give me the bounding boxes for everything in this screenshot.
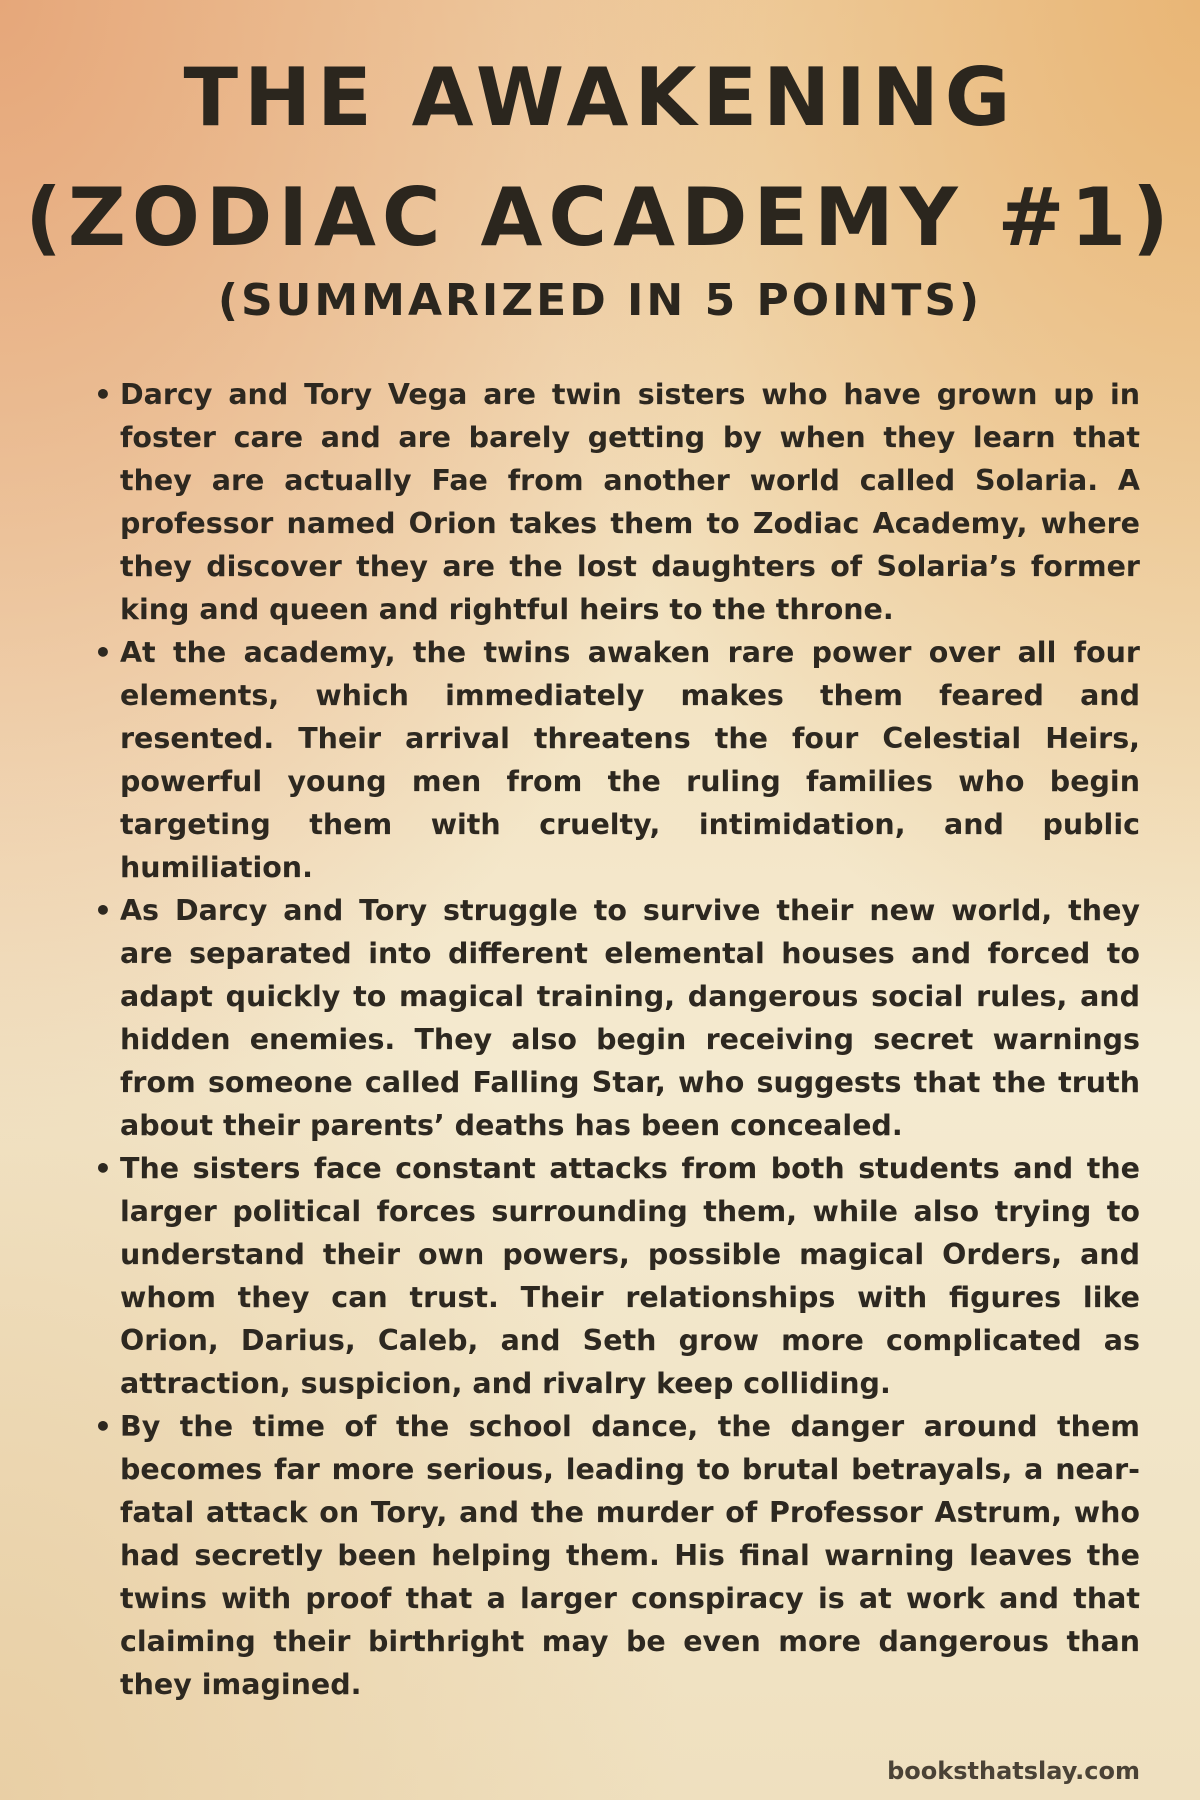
bullet-icon: • bbox=[94, 636, 112, 669]
subtitle: (SUMMARIZED IN 5 POINTS) bbox=[217, 275, 983, 326]
point-text: At the academy, the twins awaken rare power over all four elements, which immediately makes them feared and resented. Their arrival threatens the four Celestial Heirs, powerful young men from the ruling families who begin targeting them with cruelty, intimidation, and public humiliation. bbox=[120, 636, 1140, 884]
bullet-icon: • bbox=[94, 894, 112, 927]
summary-point bbox=[94, 373, 1140, 631]
summary-point bbox=[94, 1147, 1140, 1405]
summary-point bbox=[94, 1405, 1140, 1706]
summary-point bbox=[94, 631, 1140, 889]
point-text: As Darcy and Tory struggle to survive their new world, they are separated into different elemental houses and forced to adapt quickly to magical training, dangerous social rules, and hidden enemies. They also begin receiving secret warnings from someone called Falling Star, who suggests that the truth about their parents’ deaths has been concealed. bbox=[120, 894, 1140, 1142]
summary-points bbox=[94, 373, 1140, 1706]
bullet-icon: • bbox=[94, 378, 112, 411]
title-line-2: (ZODIAC ACADEMY #1) bbox=[25, 171, 1175, 264]
point-text: Darcy and Tory Vega are twin sisters who have grown up in foster care and are barely getting by when they learn that they are actually Fae from another world called Solaria. A professor named Orion takes them to Zodiac Academy, where they discover they are the lost daughters of Solaria’s former king and queen and rightful heirs to the throne. bbox=[120, 378, 1140, 626]
summary-point bbox=[94, 889, 1140, 1147]
title-line-1: THE AWAKENING bbox=[183, 51, 1017, 144]
bullet-icon: • bbox=[94, 1152, 112, 1185]
point-text: By the time of the school dance, the danger around them becomes far more serious, leading to brutal betrayals, a near-fatal attack on Tory, and the murder of Professor Astrum, who had secretly been helping them. His final warning leaves the twins with proof that a larger conspiracy is at work and that claiming their birthright may be even more dangerous than they imagined. bbox=[120, 1410, 1140, 1701]
bullet-icon: • bbox=[94, 1410, 112, 1443]
site-credit: booksthatslay.com bbox=[887, 1757, 1140, 1785]
point-text: The sisters face constant attacks from both students and the larger political forces surrounding them, while also trying to understand their own powers, possible magical Orders, and whom they can trust. Their relationships with figures like Orion, Darius, Caleb, and Seth grow more complicated as attraction, suspicion, and rivalry keep colliding. bbox=[120, 1152, 1140, 1400]
page-title bbox=[0, 38, 1200, 278]
